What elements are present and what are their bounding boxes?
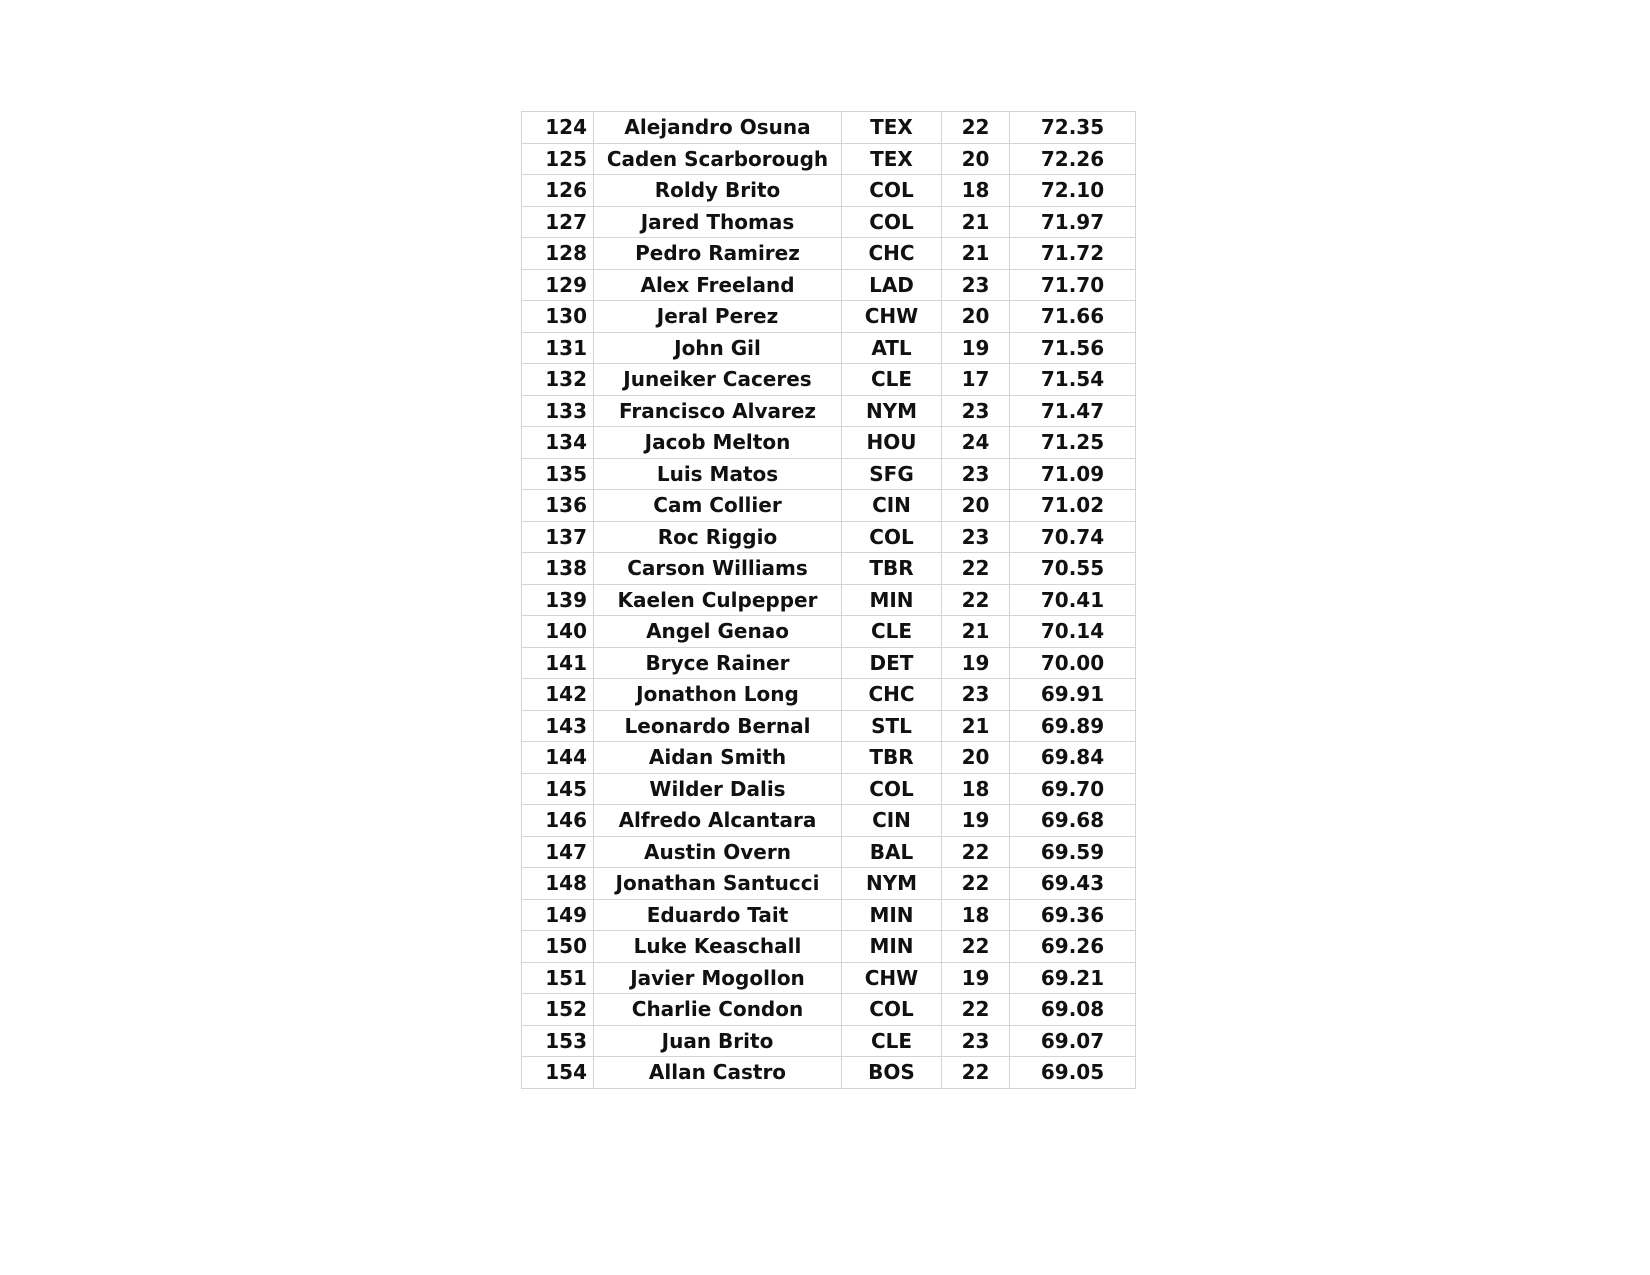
rank-cell: 154 bbox=[522, 1057, 594, 1089]
table-row bbox=[522, 364, 1136, 396]
team-cell: DET bbox=[842, 647, 942, 679]
rank-cell: 142 bbox=[522, 679, 594, 711]
score-cell: 71.25 bbox=[1010, 427, 1136, 459]
score-cell: 69.21 bbox=[1010, 962, 1136, 994]
team-cell: NYM bbox=[842, 395, 942, 427]
team-cell: CIN bbox=[842, 805, 942, 837]
table-row bbox=[522, 710, 1136, 742]
rank-cell: 127 bbox=[522, 206, 594, 238]
table-row bbox=[522, 742, 1136, 774]
score-cell: 69.05 bbox=[1010, 1057, 1136, 1089]
table-row bbox=[522, 490, 1136, 522]
table-row bbox=[522, 332, 1136, 364]
age-cell: 18 bbox=[942, 899, 1010, 931]
player-name-cell: Roc Riggio bbox=[594, 521, 842, 553]
age-cell: 21 bbox=[942, 710, 1010, 742]
rank-cell: 129 bbox=[522, 269, 594, 301]
team-cell: CLE bbox=[842, 616, 942, 648]
player-name-cell: John Gil bbox=[594, 332, 842, 364]
score-cell: 71.56 bbox=[1010, 332, 1136, 364]
rank-cell: 138 bbox=[522, 553, 594, 585]
team-cell: COL bbox=[842, 773, 942, 805]
team-cell: COL bbox=[842, 175, 942, 207]
rank-cell: 145 bbox=[522, 773, 594, 805]
team-cell: CLE bbox=[842, 364, 942, 396]
age-cell: 23 bbox=[942, 521, 1010, 553]
rank-cell: 143 bbox=[522, 710, 594, 742]
player-name-cell: Jeral Perez bbox=[594, 301, 842, 333]
age-cell: 21 bbox=[942, 206, 1010, 238]
rank-cell: 128 bbox=[522, 238, 594, 270]
score-cell: 69.36 bbox=[1010, 899, 1136, 931]
table-row bbox=[522, 805, 1136, 837]
score-cell: 71.02 bbox=[1010, 490, 1136, 522]
table-row bbox=[522, 616, 1136, 648]
score-cell: 72.10 bbox=[1010, 175, 1136, 207]
rank-cell: 135 bbox=[522, 458, 594, 490]
table-row bbox=[522, 143, 1136, 175]
age-cell: 19 bbox=[942, 332, 1010, 364]
age-cell: 22 bbox=[942, 994, 1010, 1026]
player-name-cell: Cam Collier bbox=[594, 490, 842, 522]
rank-cell: 130 bbox=[522, 301, 594, 333]
age-cell: 19 bbox=[942, 647, 1010, 679]
team-cell: TBR bbox=[842, 553, 942, 585]
team-cell: LAD bbox=[842, 269, 942, 301]
table-row bbox=[522, 868, 1136, 900]
team-cell: CLE bbox=[842, 1025, 942, 1057]
team-cell: COL bbox=[842, 206, 942, 238]
age-cell: 19 bbox=[942, 962, 1010, 994]
player-name-cell: Austin Overn bbox=[594, 836, 842, 868]
table-row bbox=[522, 521, 1136, 553]
rank-cell: 153 bbox=[522, 1025, 594, 1057]
rank-cell: 136 bbox=[522, 490, 594, 522]
score-cell: 71.47 bbox=[1010, 395, 1136, 427]
score-cell: 72.26 bbox=[1010, 143, 1136, 175]
team-cell: NYM bbox=[842, 868, 942, 900]
prospect-rankings-table bbox=[521, 111, 1136, 1089]
table-row bbox=[522, 773, 1136, 805]
team-cell: MIN bbox=[842, 931, 942, 963]
player-name-cell: Pedro Ramirez bbox=[594, 238, 842, 270]
player-name-cell: Charlie Condon bbox=[594, 994, 842, 1026]
age-cell: 22 bbox=[942, 553, 1010, 585]
age-cell: 22 bbox=[942, 584, 1010, 616]
player-name-cell: Eduardo Tait bbox=[594, 899, 842, 931]
player-name-cell: Alejandro Osuna bbox=[594, 112, 842, 144]
age-cell: 20 bbox=[942, 490, 1010, 522]
age-cell: 21 bbox=[942, 238, 1010, 270]
team-cell: CHW bbox=[842, 962, 942, 994]
age-cell: 21 bbox=[942, 616, 1010, 648]
table-row bbox=[522, 899, 1136, 931]
player-name-cell: Juneiker Caceres bbox=[594, 364, 842, 396]
rank-cell: 139 bbox=[522, 584, 594, 616]
table-row bbox=[522, 427, 1136, 459]
team-cell: COL bbox=[842, 994, 942, 1026]
rank-cell: 152 bbox=[522, 994, 594, 1026]
rank-cell: 141 bbox=[522, 647, 594, 679]
player-name-cell: Carson Williams bbox=[594, 553, 842, 585]
player-name-cell: Wilder Dalis bbox=[594, 773, 842, 805]
table-row bbox=[522, 206, 1136, 238]
table-row bbox=[522, 112, 1136, 144]
player-name-cell: Javier Mogollon bbox=[594, 962, 842, 994]
team-cell: ATL bbox=[842, 332, 942, 364]
score-cell: 69.07 bbox=[1010, 1025, 1136, 1057]
score-cell: 70.41 bbox=[1010, 584, 1136, 616]
age-cell: 20 bbox=[942, 742, 1010, 774]
table-row bbox=[522, 458, 1136, 490]
rank-cell: 151 bbox=[522, 962, 594, 994]
score-cell: 71.66 bbox=[1010, 301, 1136, 333]
age-cell: 22 bbox=[942, 836, 1010, 868]
team-cell: TBR bbox=[842, 742, 942, 774]
table-row bbox=[522, 238, 1136, 270]
player-name-cell: Juan Brito bbox=[594, 1025, 842, 1057]
age-cell: 23 bbox=[942, 395, 1010, 427]
player-name-cell: Jonathon Long bbox=[594, 679, 842, 711]
table-row bbox=[522, 1057, 1136, 1089]
rank-cell: 132 bbox=[522, 364, 594, 396]
score-cell: 70.74 bbox=[1010, 521, 1136, 553]
rank-cell: 149 bbox=[522, 899, 594, 931]
team-cell: BOS bbox=[842, 1057, 942, 1089]
player-name-cell: Alex Freeland bbox=[594, 269, 842, 301]
player-name-cell: Aidan Smith bbox=[594, 742, 842, 774]
table-row bbox=[522, 584, 1136, 616]
rank-cell: 144 bbox=[522, 742, 594, 774]
team-cell: MIN bbox=[842, 584, 942, 616]
score-cell: 71.54 bbox=[1010, 364, 1136, 396]
score-cell: 70.14 bbox=[1010, 616, 1136, 648]
team-cell: HOU bbox=[842, 427, 942, 459]
table-row bbox=[522, 679, 1136, 711]
table-row bbox=[522, 175, 1136, 207]
age-cell: 20 bbox=[942, 301, 1010, 333]
score-cell: 71.09 bbox=[1010, 458, 1136, 490]
rank-cell: 140 bbox=[522, 616, 594, 648]
rank-cell: 125 bbox=[522, 143, 594, 175]
score-cell: 69.43 bbox=[1010, 868, 1136, 900]
table-row bbox=[522, 1025, 1136, 1057]
age-cell: 24 bbox=[942, 427, 1010, 459]
score-cell: 70.55 bbox=[1010, 553, 1136, 585]
age-cell: 22 bbox=[942, 868, 1010, 900]
score-cell: 69.08 bbox=[1010, 994, 1136, 1026]
player-name-cell: Kaelen Culpepper bbox=[594, 584, 842, 616]
age-cell: 18 bbox=[942, 773, 1010, 805]
score-cell: 71.72 bbox=[1010, 238, 1136, 270]
table-row bbox=[522, 962, 1136, 994]
rank-cell: 146 bbox=[522, 805, 594, 837]
table-row bbox=[522, 301, 1136, 333]
rank-cell: 150 bbox=[522, 931, 594, 963]
player-name-cell: Luis Matos bbox=[594, 458, 842, 490]
player-name-cell: Alfredo Alcantara bbox=[594, 805, 842, 837]
score-cell: 69.68 bbox=[1010, 805, 1136, 837]
player-name-cell: Francisco Alvarez bbox=[594, 395, 842, 427]
score-cell: 69.84 bbox=[1010, 742, 1136, 774]
table-row bbox=[522, 836, 1136, 868]
rank-cell: 137 bbox=[522, 521, 594, 553]
age-cell: 23 bbox=[942, 458, 1010, 490]
age-cell: 18 bbox=[942, 175, 1010, 207]
rankings-table-body bbox=[522, 112, 1136, 1089]
team-cell: CHC bbox=[842, 679, 942, 711]
team-cell: TEX bbox=[842, 112, 942, 144]
rank-cell: 133 bbox=[522, 395, 594, 427]
table-row bbox=[522, 269, 1136, 301]
score-cell: 69.70 bbox=[1010, 773, 1136, 805]
player-name-cell: Leonardo Bernal bbox=[594, 710, 842, 742]
team-cell: COL bbox=[842, 521, 942, 553]
team-cell: CHC bbox=[842, 238, 942, 270]
table-row bbox=[522, 647, 1136, 679]
score-cell: 70.00 bbox=[1010, 647, 1136, 679]
player-name-cell: Allan Castro bbox=[594, 1057, 842, 1089]
age-cell: 23 bbox=[942, 1025, 1010, 1057]
score-cell: 72.35 bbox=[1010, 112, 1136, 144]
player-name-cell: Angel Genao bbox=[594, 616, 842, 648]
rank-cell: 124 bbox=[522, 112, 594, 144]
age-cell: 22 bbox=[942, 1057, 1010, 1089]
score-cell: 69.59 bbox=[1010, 836, 1136, 868]
age-cell: 23 bbox=[942, 269, 1010, 301]
rank-cell: 126 bbox=[522, 175, 594, 207]
age-cell: 19 bbox=[942, 805, 1010, 837]
player-name-cell: Jonathan Santucci bbox=[594, 868, 842, 900]
table-row bbox=[522, 994, 1136, 1026]
team-cell: MIN bbox=[842, 899, 942, 931]
score-cell: 69.26 bbox=[1010, 931, 1136, 963]
age-cell: 22 bbox=[942, 112, 1010, 144]
player-name-cell: Bryce Rainer bbox=[594, 647, 842, 679]
player-name-cell: Caden Scarborough bbox=[594, 143, 842, 175]
player-name-cell: Jared Thomas bbox=[594, 206, 842, 238]
age-cell: 23 bbox=[942, 679, 1010, 711]
rank-cell: 148 bbox=[522, 868, 594, 900]
rank-cell: 131 bbox=[522, 332, 594, 364]
team-cell: CHW bbox=[842, 301, 942, 333]
player-name-cell: Roldy Brito bbox=[594, 175, 842, 207]
team-cell: TEX bbox=[842, 143, 942, 175]
team-cell: CIN bbox=[842, 490, 942, 522]
table-row bbox=[522, 395, 1136, 427]
age-cell: 22 bbox=[942, 931, 1010, 963]
rank-cell: 147 bbox=[522, 836, 594, 868]
score-cell: 69.91 bbox=[1010, 679, 1136, 711]
rank-cell: 134 bbox=[522, 427, 594, 459]
player-name-cell: Luke Keaschall bbox=[594, 931, 842, 963]
score-cell: 71.70 bbox=[1010, 269, 1136, 301]
team-cell: STL bbox=[842, 710, 942, 742]
player-name-cell: Jacob Melton bbox=[594, 427, 842, 459]
score-cell: 71.97 bbox=[1010, 206, 1136, 238]
table-row bbox=[522, 931, 1136, 963]
age-cell: 20 bbox=[942, 143, 1010, 175]
team-cell: BAL bbox=[842, 836, 942, 868]
score-cell: 69.89 bbox=[1010, 710, 1136, 742]
table-row bbox=[522, 553, 1136, 585]
age-cell: 17 bbox=[942, 364, 1010, 396]
team-cell: SFG bbox=[842, 458, 942, 490]
